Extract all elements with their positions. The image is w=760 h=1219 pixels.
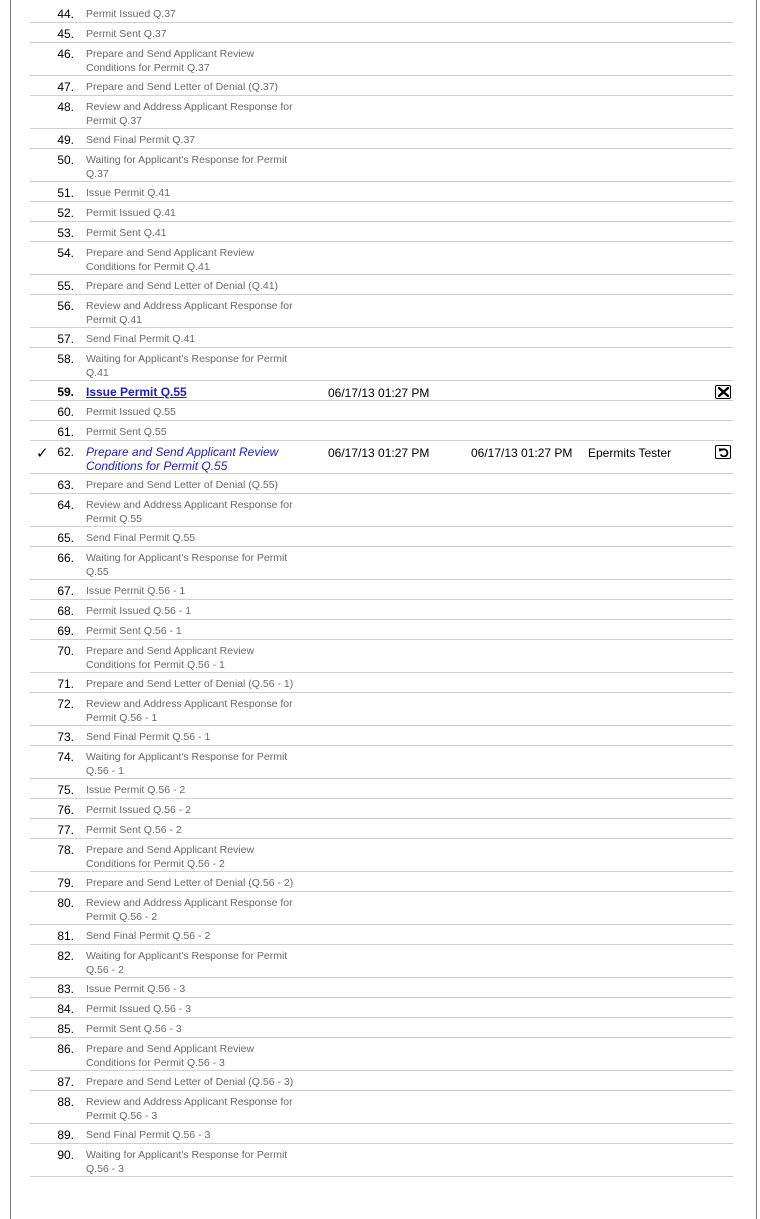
task-row — [30, 421, 733, 441]
task-number: 75. — [57, 783, 74, 797]
task-name: Send Final Permit Q.56 - 2 — [86, 930, 211, 942]
task-row — [30, 620, 733, 640]
task-row — [30, 998, 733, 1018]
task-name: Permit Issued Q.56 - 2 — [86, 804, 192, 816]
task-name: Prepare and Send Applicant Review Conditions for Permit Q.37 — [86, 48, 255, 74]
task-number: 44. — [57, 7, 74, 21]
task-number: 50. — [57, 153, 74, 167]
task-name: Permit Issued Q.37 — [86, 8, 176, 20]
task-name: Review and Address Applicant Response for Permit Q.37 — [86, 101, 293, 127]
task-name: Prepare and Send Letter of Denial (Q.56 - 3) — [86, 1076, 294, 1088]
task-row — [30, 839, 733, 872]
task-row — [30, 401, 733, 421]
task-name: Prepare and Send Letter of Denial (Q.41) — [86, 280, 279, 292]
task-completed-date: 06/17/13 01:27 PM — [471, 446, 573, 460]
task-row — [30, 892, 733, 925]
task-name: Prepare and Send Letter of Denial (Q.55) — [86, 479, 279, 491]
task-number: 62. — [57, 445, 74, 459]
task-name: Waiting for Applicant's Response for Permit Q.56 - 3 — [86, 1149, 288, 1175]
task-name: Review and Address Applicant Response for Permit Q.56 - 3 — [86, 1096, 293, 1122]
task-number: 58. — [57, 352, 74, 366]
task-number: 46. — [57, 47, 74, 61]
task-number: 64. — [57, 498, 74, 512]
task-row — [30, 1124, 733, 1144]
task-number: 47. — [57, 80, 74, 94]
task-name: Prepare and Send Applicant Review Conditions for Permit Q.56 - 2 — [86, 844, 255, 870]
task-name: Waiting for Applicant's Response for Permit Q.55 — [86, 552, 288, 578]
task-row — [30, 580, 733, 600]
task-row — [30, 23, 733, 43]
task-number: 63. — [57, 478, 74, 492]
task-number: 55. — [57, 279, 74, 293]
task-row — [30, 474, 733, 494]
task-number: 74. — [57, 750, 74, 764]
task-name: Send Final Permit Q.56 - 3 — [86, 1129, 211, 1141]
task-row — [30, 527, 733, 547]
task-number: 48. — [57, 100, 74, 114]
task-row — [30, 242, 733, 275]
task-row — [30, 819, 733, 839]
task-number: 71. — [57, 677, 74, 691]
task-started-date: 06/17/13 01:27 PM — [328, 446, 430, 460]
task-number: 72. — [57, 697, 74, 711]
task-row — [30, 43, 733, 76]
task-row — [30, 222, 733, 242]
task-number: 82. — [57, 949, 74, 963]
task-name: Review and Address Applicant Response for Permit Q.56 - 1 — [86, 698, 293, 724]
task-number: 61. — [57, 425, 74, 439]
undo-task-button[interactable] — [715, 445, 731, 459]
task-row — [30, 1071, 733, 1091]
task-name: Waiting for Applicant's Response for Permit Q.56 - 2 — [86, 950, 288, 976]
task-name: Send Final Permit Q.41 — [86, 333, 196, 345]
task-name: Permit Sent Q.56 - 1 — [86, 625, 182, 637]
task-row — [30, 640, 733, 673]
task-row — [30, 978, 733, 998]
task-name: Send Final Permit Q.55 — [86, 532, 196, 544]
task-name: Permit Sent Q.56 - 3 — [86, 1023, 182, 1035]
task-row — [30, 945, 733, 978]
task-number: 78. — [57, 843, 74, 857]
task-number: 60. — [57, 405, 74, 419]
task-number: 65. — [57, 531, 74, 545]
checkmark-icon: ✓ — [36, 445, 49, 462]
task-number: 56. — [57, 299, 74, 313]
task-row — [30, 202, 733, 222]
task-number: 77. — [57, 823, 74, 837]
task-row — [30, 673, 733, 693]
task-row — [30, 726, 733, 746]
task-name: Issue Permit Q.56 - 1 — [86, 585, 186, 597]
task-number: 54. — [57, 246, 74, 260]
task-name: Review and Address Applicant Response for Permit Q.41 — [86, 300, 293, 326]
task-name: Prepare and Send Applicant Review Conditions for Permit Q.56 - 3 — [86, 1043, 255, 1069]
task-number: 70. — [57, 644, 74, 658]
task-number: 87. — [57, 1075, 74, 1089]
task-row — [30, 381, 733, 401]
task-number: 84. — [57, 1002, 74, 1016]
task-number: 85. — [57, 1022, 74, 1036]
task-row — [30, 348, 733, 381]
task-name: Waiting for Applicant's Response for Permit Q.56 - 1 — [86, 751, 288, 777]
task-list — [30, 0, 733, 1177]
task-name: Issue Permit Q.56 - 3 — [86, 983, 186, 995]
close-x-icon — [718, 387, 729, 397]
task-number: 69. — [57, 624, 74, 638]
task-name: Permit Issued Q.56 - 3 — [86, 1003, 192, 1015]
task-row — [30, 129, 733, 149]
task-row — [30, 441, 733, 474]
task-name: Review and Address Applicant Response for Permit Q.55 — [86, 499, 293, 525]
task-name: Waiting for Applicant's Response for Permit Q.41 — [86, 353, 288, 379]
task-row — [30, 3, 733, 23]
task-name: Permit Sent Q.56 - 2 — [86, 824, 182, 836]
task-row — [30, 1018, 733, 1038]
task-row — [30, 746, 733, 779]
task-name: Review and Address Applicant Response for Permit Q.56 - 2 — [86, 897, 293, 923]
task-name: Prepare and Send Letter of Denial (Q.37) — [86, 81, 279, 93]
task-number: 49. — [57, 133, 74, 147]
task-number: 57. — [57, 332, 74, 346]
task-row — [30, 1091, 733, 1124]
task-row — [30, 76, 733, 96]
task-row — [30, 96, 733, 129]
task-name: Prepare and Send Applicant Review Conditions for Permit Q.56 - 1 — [86, 645, 255, 671]
task-name: Prepare and Send Applicant Review Conditions for Permit Q.55 — [86, 445, 279, 473]
undo-icon — [718, 447, 729, 457]
task-name: Permit Issued Q.41 — [86, 207, 176, 219]
task-row — [30, 872, 733, 892]
task-name: Permit Issued Q.55 — [86, 406, 176, 418]
task-name: Permit Issued Q.56 - 1 — [86, 605, 192, 617]
task-name: Waiting for Applicant's Response for Permit Q.37 — [86, 154, 288, 180]
task-number: 81. — [57, 929, 74, 943]
task-row — [30, 328, 733, 348]
task-number: 52. — [57, 206, 74, 220]
task-number: 88. — [57, 1095, 74, 1109]
task-name: Permit Sent Q.41 — [86, 227, 167, 239]
task-number: 86. — [57, 1042, 74, 1056]
task-row — [30, 779, 733, 799]
task-row — [30, 149, 733, 182]
task-row — [30, 799, 733, 819]
task-name: Issue Permit Q.41 — [86, 187, 171, 199]
task-row — [30, 547, 733, 580]
task-started-date: 06/17/13 01:27 PM — [328, 386, 430, 400]
task-name: Permit Sent Q.55 — [86, 426, 167, 438]
task-number: 66. — [57, 551, 74, 565]
task-number: 90. — [57, 1148, 74, 1162]
task-row — [30, 295, 733, 328]
task-name: Send Final Permit Q.37 — [86, 134, 196, 146]
task-row — [30, 925, 733, 945]
task-row — [30, 494, 733, 527]
task-number: 53. — [57, 226, 74, 240]
task-number: 45. — [57, 27, 74, 41]
task-number: 79. — [57, 876, 74, 890]
task-user: Epermits Tester — [588, 446, 672, 460]
task-number: 59. — [57, 385, 74, 399]
task-name: Send Final Permit Q.56 - 1 — [86, 731, 211, 743]
task-number: 89. — [57, 1128, 74, 1142]
task-number: 76. — [57, 803, 74, 817]
task-name: Permit Sent Q.37 — [86, 28, 167, 40]
cancel-task-button[interactable] — [715, 385, 731, 399]
task-row — [30, 275, 733, 295]
task-number: 80. — [57, 896, 74, 910]
task-row — [30, 182, 733, 202]
task-number: 73. — [57, 730, 74, 744]
task-name: Prepare and Send Letter of Denial (Q.56 - 2) — [86, 877, 294, 889]
task-row — [30, 693, 733, 726]
task-number: 51. — [57, 186, 74, 200]
task-row — [30, 600, 733, 620]
task-number: 67. — [57, 584, 74, 598]
task-row — [30, 1038, 733, 1071]
task-name: Prepare and Send Applicant Review Conditions for Permit Q.41 — [86, 247, 255, 273]
task-name: Issue Permit Q.56 - 2 — [86, 784, 186, 796]
task-link[interactable]: Issue Permit Q.55 — [86, 385, 187, 399]
task-number: 68. — [57, 604, 74, 618]
task-number: 83. — [57, 982, 74, 996]
task-name: Prepare and Send Letter of Denial (Q.56 - 1) — [86, 678, 294, 690]
task-row — [30, 1144, 733, 1177]
